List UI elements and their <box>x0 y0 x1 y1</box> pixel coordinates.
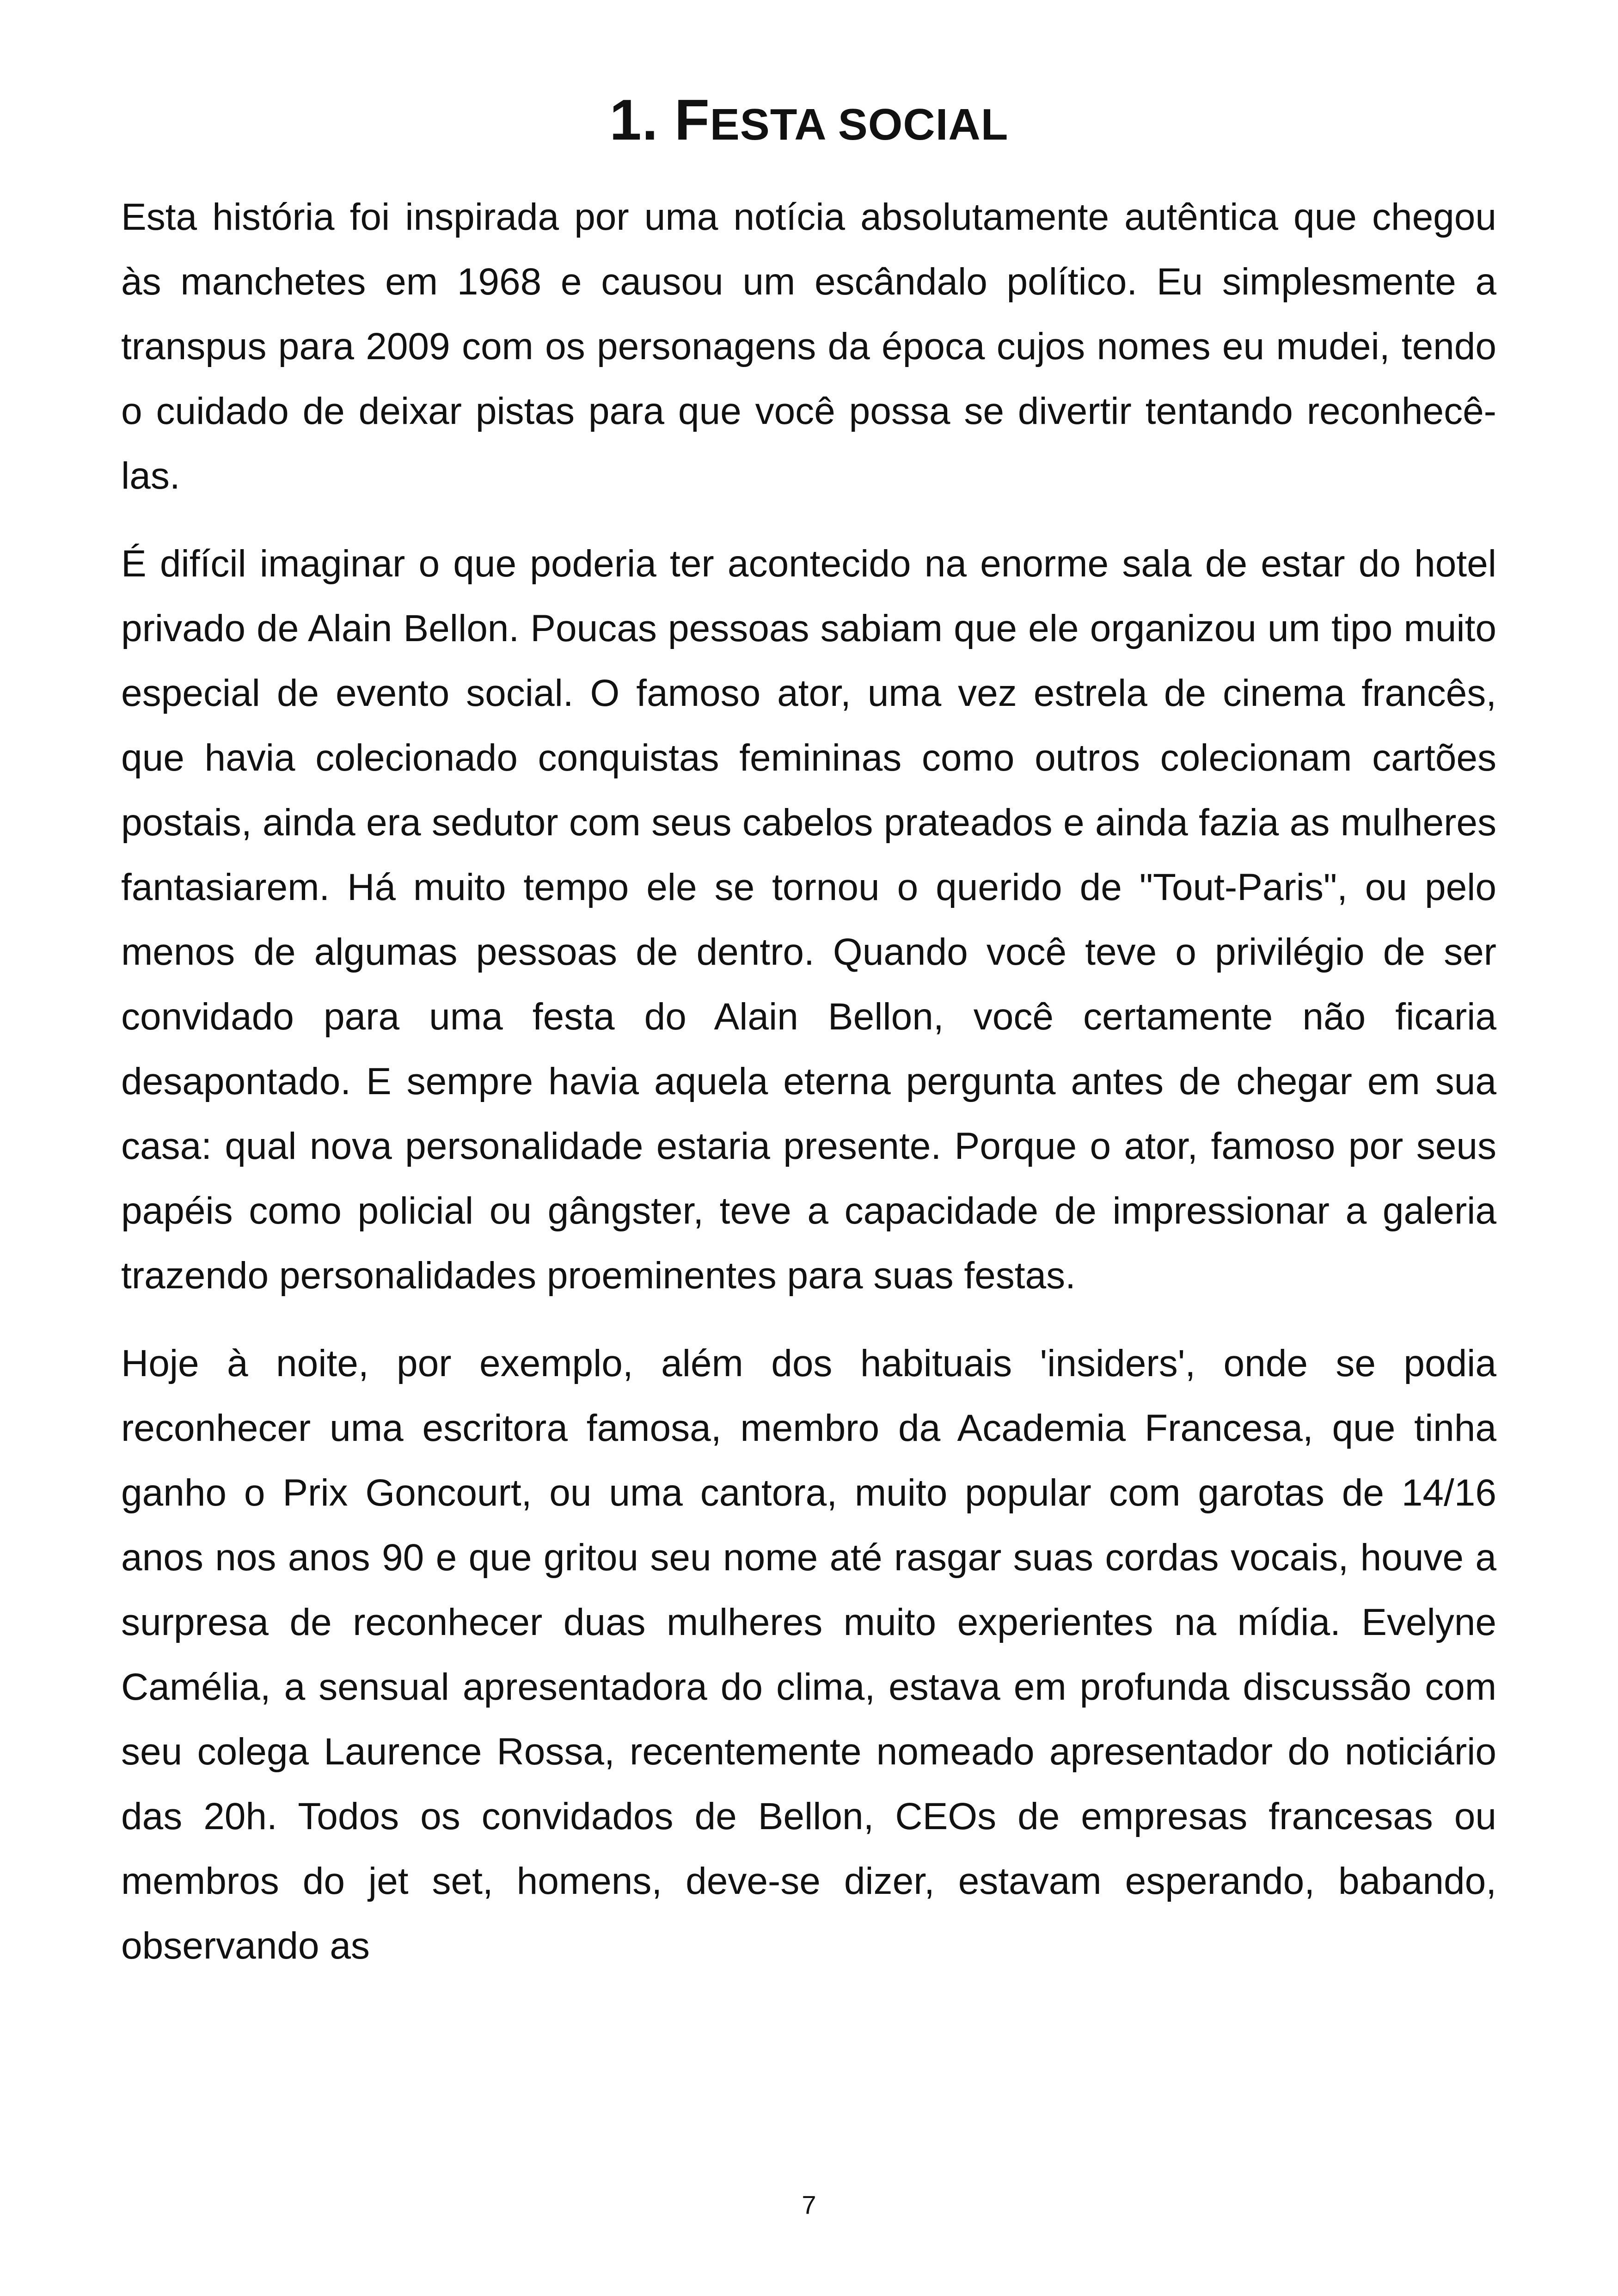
paragraph: Hoje à noite, por exemplo, além dos habituais 'insiders', onde se podia reconhecer uma escritora famosa, membro da Academia Francesa, que tinha ganho o Prix Goncourt, ou uma cantora, muito popular com garotas de 14/16 anos nos anos 90 e que gritou seu nome até rasgar suas cordas vocais, houve a surpresa de reconhecer duas mulheres muito experientes na mídia. Evelyne Camélia, a sensual apresentadora do clima, estava em profunda discussão com seu colega Laurence Rossa, recentemente nomeado apresentador do noticiário das 20h. Todos os convidados de Bellon, CEOs de empresas francesas ou membros do jet set, homens, deve-se dizer, estavam esperando, babando, observando as <box>121 1342 1496 1967</box>
paragraph: Esta história foi inspirada por uma notícia absolutamente autêntica que chegou às manchetes em 1968 e causou um escândalo político. Eu simplesmente a transpus para 2009 com os personagens da época cujos nomes eu mudei, tendo o cuidado de deixar pistas para que você possa se divertir tentando reconhecê-las. <box>121 196 1496 497</box>
chapter-body <box>121 185 1496 2002</box>
chapter-title <box>0 86 1618 159</box>
paragraph: É difícil imaginar o que poderia ter acontecido na enorme sala de estar do hotel privado de Alain Bellon. Poucas pessoas sabiam que ele organizou um tipo muito especial de evento social. O famoso ator, uma vez estrela de cinema francês, que havia colecionado conquistas femininas como outros colecionam cartões postais, ainda era sedutor com seus cabelos prateados e ainda fazia as mulheres fantasiarem. Há muito tempo ele se tornou o querido de "Tout-Paris", ou pelo menos de algumas pessoas de dentro. Quando você teve o privilégio de ser convidado para uma festa do Alain Bellon, você certamente não ficaria desapontado. E sempre havia aquela eterna pergunta antes de chegar em sua casa: qual nova personalidade estaria presente. Porque o ator, famoso por seus papéis como policial ou gângster, teve a capacidade de impressionar a galeria trazendo personalidades proeminentes para suas festas. <box>121 543 1496 1297</box>
chapter-title-initial: F <box>674 88 710 152</box>
chapter-title-rest: ESTA SOCIAL <box>710 100 1009 149</box>
chapter-number: 1. <box>609 88 659 152</box>
page-number: 7 <box>802 2190 816 2219</box>
